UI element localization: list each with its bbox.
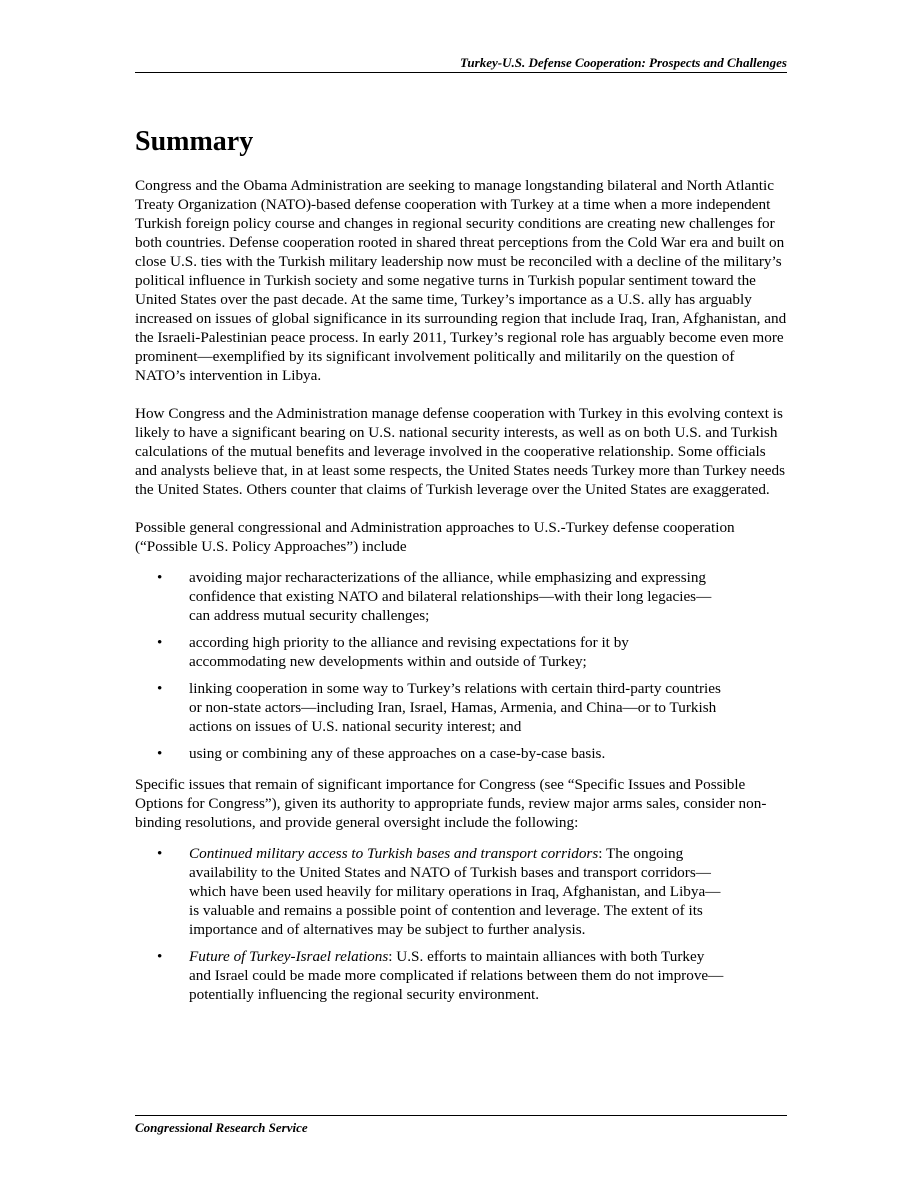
list-item bbox=[135, 633, 787, 671]
paragraph: How Congress and the Administration manage defense cooperation with Turkey in this evolving context is likely to have a significant bearing on U.S. national security interests, as well as on both U.S. and Turkish calculations of the mutual benefits and leverage involved in the cooperative relationship. Some officials and analysts believe that, in at least some respects, the United States needs Turkey more than Turkey needs the United States. Others counter that claims of Turkish leverage over the United States are exaggerated. bbox=[135, 405, 785, 498]
bullet-icon: • bbox=[157, 634, 163, 651]
bullet-icon: • bbox=[157, 948, 163, 965]
issue-term: Continued military access to Turkish bases and transport corridors bbox=[189, 845, 599, 862]
paragraph: Congress and the Obama Administration are seeking to manage longstanding bilateral and North Atlantic Treaty Organization (NATO)-based defense cooperation with Turkey at a time when a more independent Turkish foreign policy course and changes in regional security conditions are creating new challenges for both countries. Defense cooperation rooted in shared threat perceptions from the Cold War era and built on close U.S. ties with the Turkish military leadership now must be reconciled with a decline of the military’s political influence in Turkish society and some negative turns in Turkish popular sentiment toward the United States over the past decade. At the same time, Turkey’s importance as a U.S. ally has arguably increased on issues of global significance in its surrounding region that include Iraq, Iran, Afghanistan, and the Israeli-Palestinian peace process. In early 2011, Turkey’s regional role has arguably become even more prominent—exemplified by its significant involvement politically and militarily on the question of NATO’s intervention in Libya. bbox=[135, 177, 787, 384]
list-item-text: avoiding major recharacterizations of the alliance, while emphasizing and expressing confidence that existing NATO and bilateral relationships—with their long legacies—can address mutual security challenges; bbox=[189, 569, 712, 624]
bullet-icon: • bbox=[157, 845, 163, 862]
list-item bbox=[135, 679, 787, 736]
issue-term: Future of Turkey-Israel relations bbox=[189, 948, 389, 965]
bullet-icon: • bbox=[157, 745, 163, 762]
list-item-text: using or combining any of these approaches on a case-by-case basis. bbox=[189, 745, 606, 762]
document-page bbox=[135, 0, 787, 1191]
footer-rule bbox=[135, 1115, 787, 1116]
issues-list bbox=[135, 844, 787, 1004]
paragraph: Possible general congressional and Administration approaches to U.S.-Turkey defense cooperation (“Possible U.S. Policy Approaches”) include bbox=[135, 519, 735, 555]
list-item bbox=[135, 568, 787, 625]
paragraph: Specific issues that remain of significant importance for Congress (see “Specific Issues and Possible Options for Congress”), given its authority to appropriate funds, review major arms sales, consider non-binding resolutions, and provide general oversight include the following: bbox=[135, 776, 767, 831]
running-footer: Congressional Research Service bbox=[135, 1120, 308, 1135]
list-item-text: linking cooperation in some way to Turkey’s relations with certain third-party countries or non-state actors—including Iran, Israel, Hamas, Armenia, and China—or to Turkish actions on issues of U.S. national security interest; and bbox=[189, 680, 721, 735]
bullet-icon: • bbox=[157, 569, 163, 586]
issue-text: : U.S. efforts to maintain alliances with both Turkey and Israel could be made more complicated if relations between them do not improve—potentially influencing the regional security environment. bbox=[189, 948, 724, 1003]
summary-body bbox=[135, 176, 787, 1016]
issue-text: : The ongoing availability to the United States and NATO of Turkish bases and transport corridors—which have been used heavily for military operations in Iraq, Afghanistan, and Libya—is valuable and remains a possible point of contention and leverage. The extent of its importance and of alternatives may be subject to further analysis. bbox=[189, 845, 721, 938]
running-header: Turkey-U.S. Defense Cooperation: Prospects and Challenges bbox=[459, 55, 787, 70]
list-item bbox=[135, 744, 787, 763]
list-item bbox=[135, 844, 787, 939]
list-item-text: according high priority to the alliance and revising expectations for it by accommodating new developments within and outside of Turkey; bbox=[189, 634, 629, 670]
bullet-icon: • bbox=[157, 680, 163, 697]
list-item bbox=[135, 947, 787, 1004]
header-rule bbox=[135, 72, 787, 73]
approaches-list bbox=[135, 568, 787, 763]
section-title: Summary bbox=[135, 126, 254, 157]
